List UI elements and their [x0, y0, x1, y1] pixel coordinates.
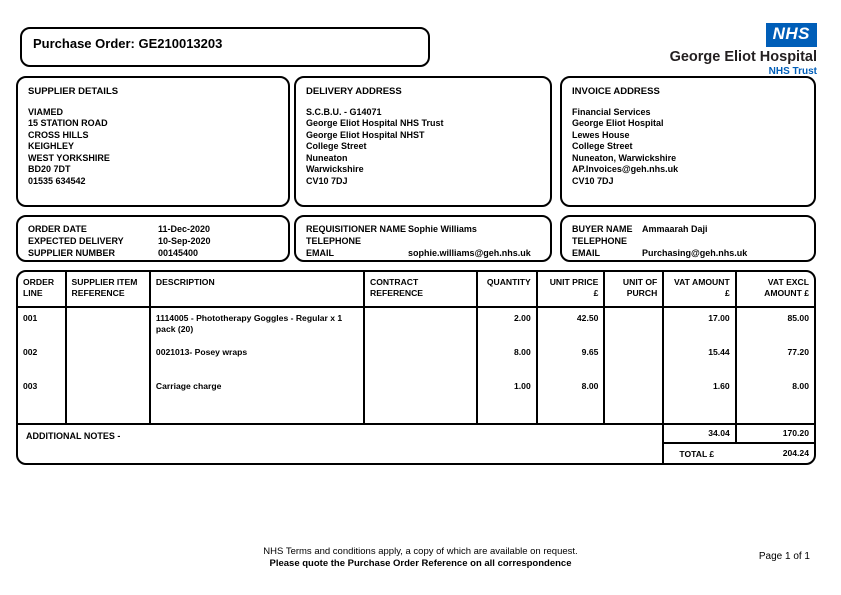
filler-cell [737, 410, 814, 423]
buyer-telephone-label: TELEPHONE [572, 236, 628, 246]
delivery-address-line: George Eliot Hospital NHS Trust [306, 118, 444, 128]
delivery-address-box [294, 76, 552, 207]
supplier-address-line: VIAMED [28, 106, 64, 117]
cell-vat-amount: 1.60 [664, 376, 736, 410]
table-filler-row [18, 410, 814, 423]
supplier-address-line: CROSS HILLS [28, 129, 89, 140]
nhs-header [670, 23, 817, 77]
invoice-address-line: Nuneaton, Warwickshire [572, 152, 677, 163]
delivery-address-line: S.C.B.U. - G14071 [306, 106, 382, 117]
delivery-address-line: George Eliot Hospital NHST [306, 129, 425, 140]
cell-contract-reference [365, 308, 478, 342]
cell-vat-excl-amount: 85.00 [787, 313, 809, 323]
col-header-vat-excl-amount: VAT EXCL AMOUNT £ [764, 277, 809, 298]
table-row [18, 376, 814, 410]
order-date-label: ORDER DATE [28, 224, 87, 234]
delivery-address-line: College Street [306, 141, 367, 151]
supplier-address-line: KEIGHLEY [28, 141, 75, 151]
cell-order-line: 003 [18, 376, 67, 410]
cell-vat-amount: 15.44 [664, 342, 736, 376]
cell-vat-excl-amount: 77.20 [787, 347, 809, 357]
cell-quantity: 1.00 [478, 376, 538, 410]
filler-cell [664, 410, 736, 423]
trust-name: George Eliot Hospital [669, 49, 817, 65]
invoice-address-heading: INVOICE ADDRESS [572, 86, 660, 97]
buyer-name-value: Ammaarah Daji [642, 224, 708, 234]
po-title-box [20, 27, 430, 67]
filler-cell [605, 410, 664, 423]
col-header-description: DESCRIPTION [151, 272, 365, 306]
filler-cell [365, 410, 478, 423]
table-header-row [18, 272, 814, 308]
requisitioner-email-row [306, 247, 540, 259]
cell-supplier-item-reference [67, 308, 151, 342]
cell-unit-of-purch [605, 308, 664, 342]
subtotals-row [664, 423, 814, 442]
expected-delivery-value: 10-Sep-2020 [158, 236, 211, 246]
supplier-phone: 01535 634542 [28, 175, 86, 186]
filler-cell [67, 410, 151, 423]
cell-order-line: 002 [18, 342, 67, 376]
requisitioner-box [294, 215, 552, 262]
cell-quantity: 2.00 [478, 308, 538, 342]
delivery-address-line: Nuneaton [306, 152, 348, 163]
invoice-address-line: CV10 7DJ [572, 175, 614, 186]
order-date-value: 11-Dec-2020 [158, 224, 211, 234]
supplier-address-line: BD20 7DT [28, 164, 71, 174]
cell-order-line: 001 [18, 308, 67, 342]
requisitioner-email-label: EMAIL [306, 248, 334, 258]
buyer-telephone-row [572, 235, 804, 247]
filler-cell [18, 410, 67, 423]
delivery-address-line: Warwickshire [306, 164, 364, 174]
invoice-address-line: George Eliot Hospital [572, 118, 664, 128]
order-info-box [16, 215, 290, 262]
table-footer [18, 423, 814, 463]
buyer-email-value: Purchasing@geh.nhs.uk [642, 248, 748, 258]
po-title: Purchase Order: GE210013203 [33, 36, 223, 51]
buyer-email-label: EMAIL [572, 248, 600, 258]
cell-supplier-item-reference [67, 342, 151, 376]
grand-total-row [664, 442, 814, 463]
correspondence-text: Please quote the Purchase Order Reference on all correspondence [269, 558, 572, 569]
filler-cell [151, 410, 365, 423]
requisitioner-email-value: sophie.williams@geh.nhs.uk [408, 248, 531, 258]
supplier-number-value: 00145400 [158, 248, 199, 258]
additional-notes-label: ADDITIONAL NOTES - [26, 431, 121, 441]
totals-section [664, 423, 814, 463]
cell-unit-price: 42.50 [538, 308, 606, 342]
col-header-unit-of-purch: UNIT OF PURCH [605, 272, 664, 306]
cell-contract-reference [365, 376, 478, 410]
supplier-number-row [28, 247, 278, 259]
supplier-address-line: 15 STATION ROAD [28, 118, 108, 128]
filler-cell [538, 410, 606, 423]
cell-unit-of-purch [605, 342, 664, 376]
requisitioner-name-row [306, 223, 540, 235]
invoice-address-line: Financial Services [572, 106, 651, 117]
invoice-address-line: Lewes House [572, 129, 630, 140]
cell-unit-of-purch [605, 376, 664, 410]
additional-notes [18, 423, 664, 463]
buyer-box [560, 215, 816, 262]
page-number: Page 1 of 1 [758, 551, 810, 562]
cell-unit-price: 9.65 [538, 342, 606, 376]
cell-unit-price: 8.00 [538, 376, 606, 410]
col-header-quantity: QUANTITY [478, 272, 538, 306]
cell-quantity: 8.00 [478, 342, 538, 376]
requisitioner-telephone-row [306, 235, 540, 247]
buyer-name-label: BUYER NAME [572, 224, 633, 234]
supplier-number-label: SUPPLIER NUMBER [28, 248, 116, 258]
cell-description: 0021013- Posey wraps [151, 342, 365, 376]
table-body [18, 308, 814, 423]
vat-excl-total: 170.20 [782, 428, 809, 438]
cell-supplier-item-reference [67, 376, 151, 410]
grand-total-label: TOTAL £ [679, 449, 715, 459]
cell-contract-reference [365, 342, 478, 376]
buyer-name-row [572, 223, 804, 235]
cell-vat-amount: 17.00 [664, 308, 736, 342]
col-header-order-line: ORDER LINE [18, 272, 67, 306]
nhs-logo-icon: NHS [766, 23, 817, 47]
supplier-address-line: WEST YORKSHIRE [28, 152, 110, 163]
delivery-address-line: CV10 7DJ [306, 175, 348, 186]
delivery-address-heading: DELIVERY ADDRESS [306, 86, 402, 97]
trust-suffix: NHS Trust [768, 66, 817, 77]
filler-cell [478, 410, 538, 423]
col-header-contract-reference: CONTRACT REFERENCE [365, 272, 478, 306]
cell-description: 1114005 - Phototherapy Goggles - Regular x 1 pack (20) [151, 308, 365, 342]
cell-description: Carriage charge [151, 376, 365, 410]
col-header-supplier-item-reference: SUPPLIER ITEM REFERENCE [67, 272, 151, 306]
grand-total-value: 204.24 [782, 448, 809, 458]
vat-total: 34.04 [664, 425, 736, 442]
table-row [18, 308, 814, 342]
invoice-address-line: College Street [572, 141, 633, 151]
supplier-details-box [16, 76, 290, 207]
expected-delivery-row [28, 235, 278, 247]
expected-delivery-label: EXPECTED DELIVERY [28, 236, 124, 246]
requisitioner-name-value: Sophie Williams [408, 224, 477, 234]
requisitioner-telephone-label: TELEPHONE [306, 236, 362, 246]
invoice-email: AP.Invoices@geh.nhs.uk [572, 164, 679, 174]
col-header-vat-amount: VAT AMOUNT £ [664, 272, 736, 306]
line-items-table [16, 270, 816, 465]
col-header-unit-price: UNIT PRICE £ [538, 272, 606, 306]
supplier-details-heading: SUPPLIER DETAILS [28, 86, 119, 97]
order-date-row [28, 223, 278, 235]
cell-vat-excl-amount: 8.00 [792, 381, 809, 391]
requisitioner-name-label: REQUISITIONER NAME [306, 224, 407, 234]
terms-text: NHS Terms and conditions apply, a copy of which are available on request. [263, 546, 578, 557]
invoice-address-box [560, 76, 816, 207]
table-row [18, 342, 814, 376]
buyer-email-row [572, 247, 804, 259]
